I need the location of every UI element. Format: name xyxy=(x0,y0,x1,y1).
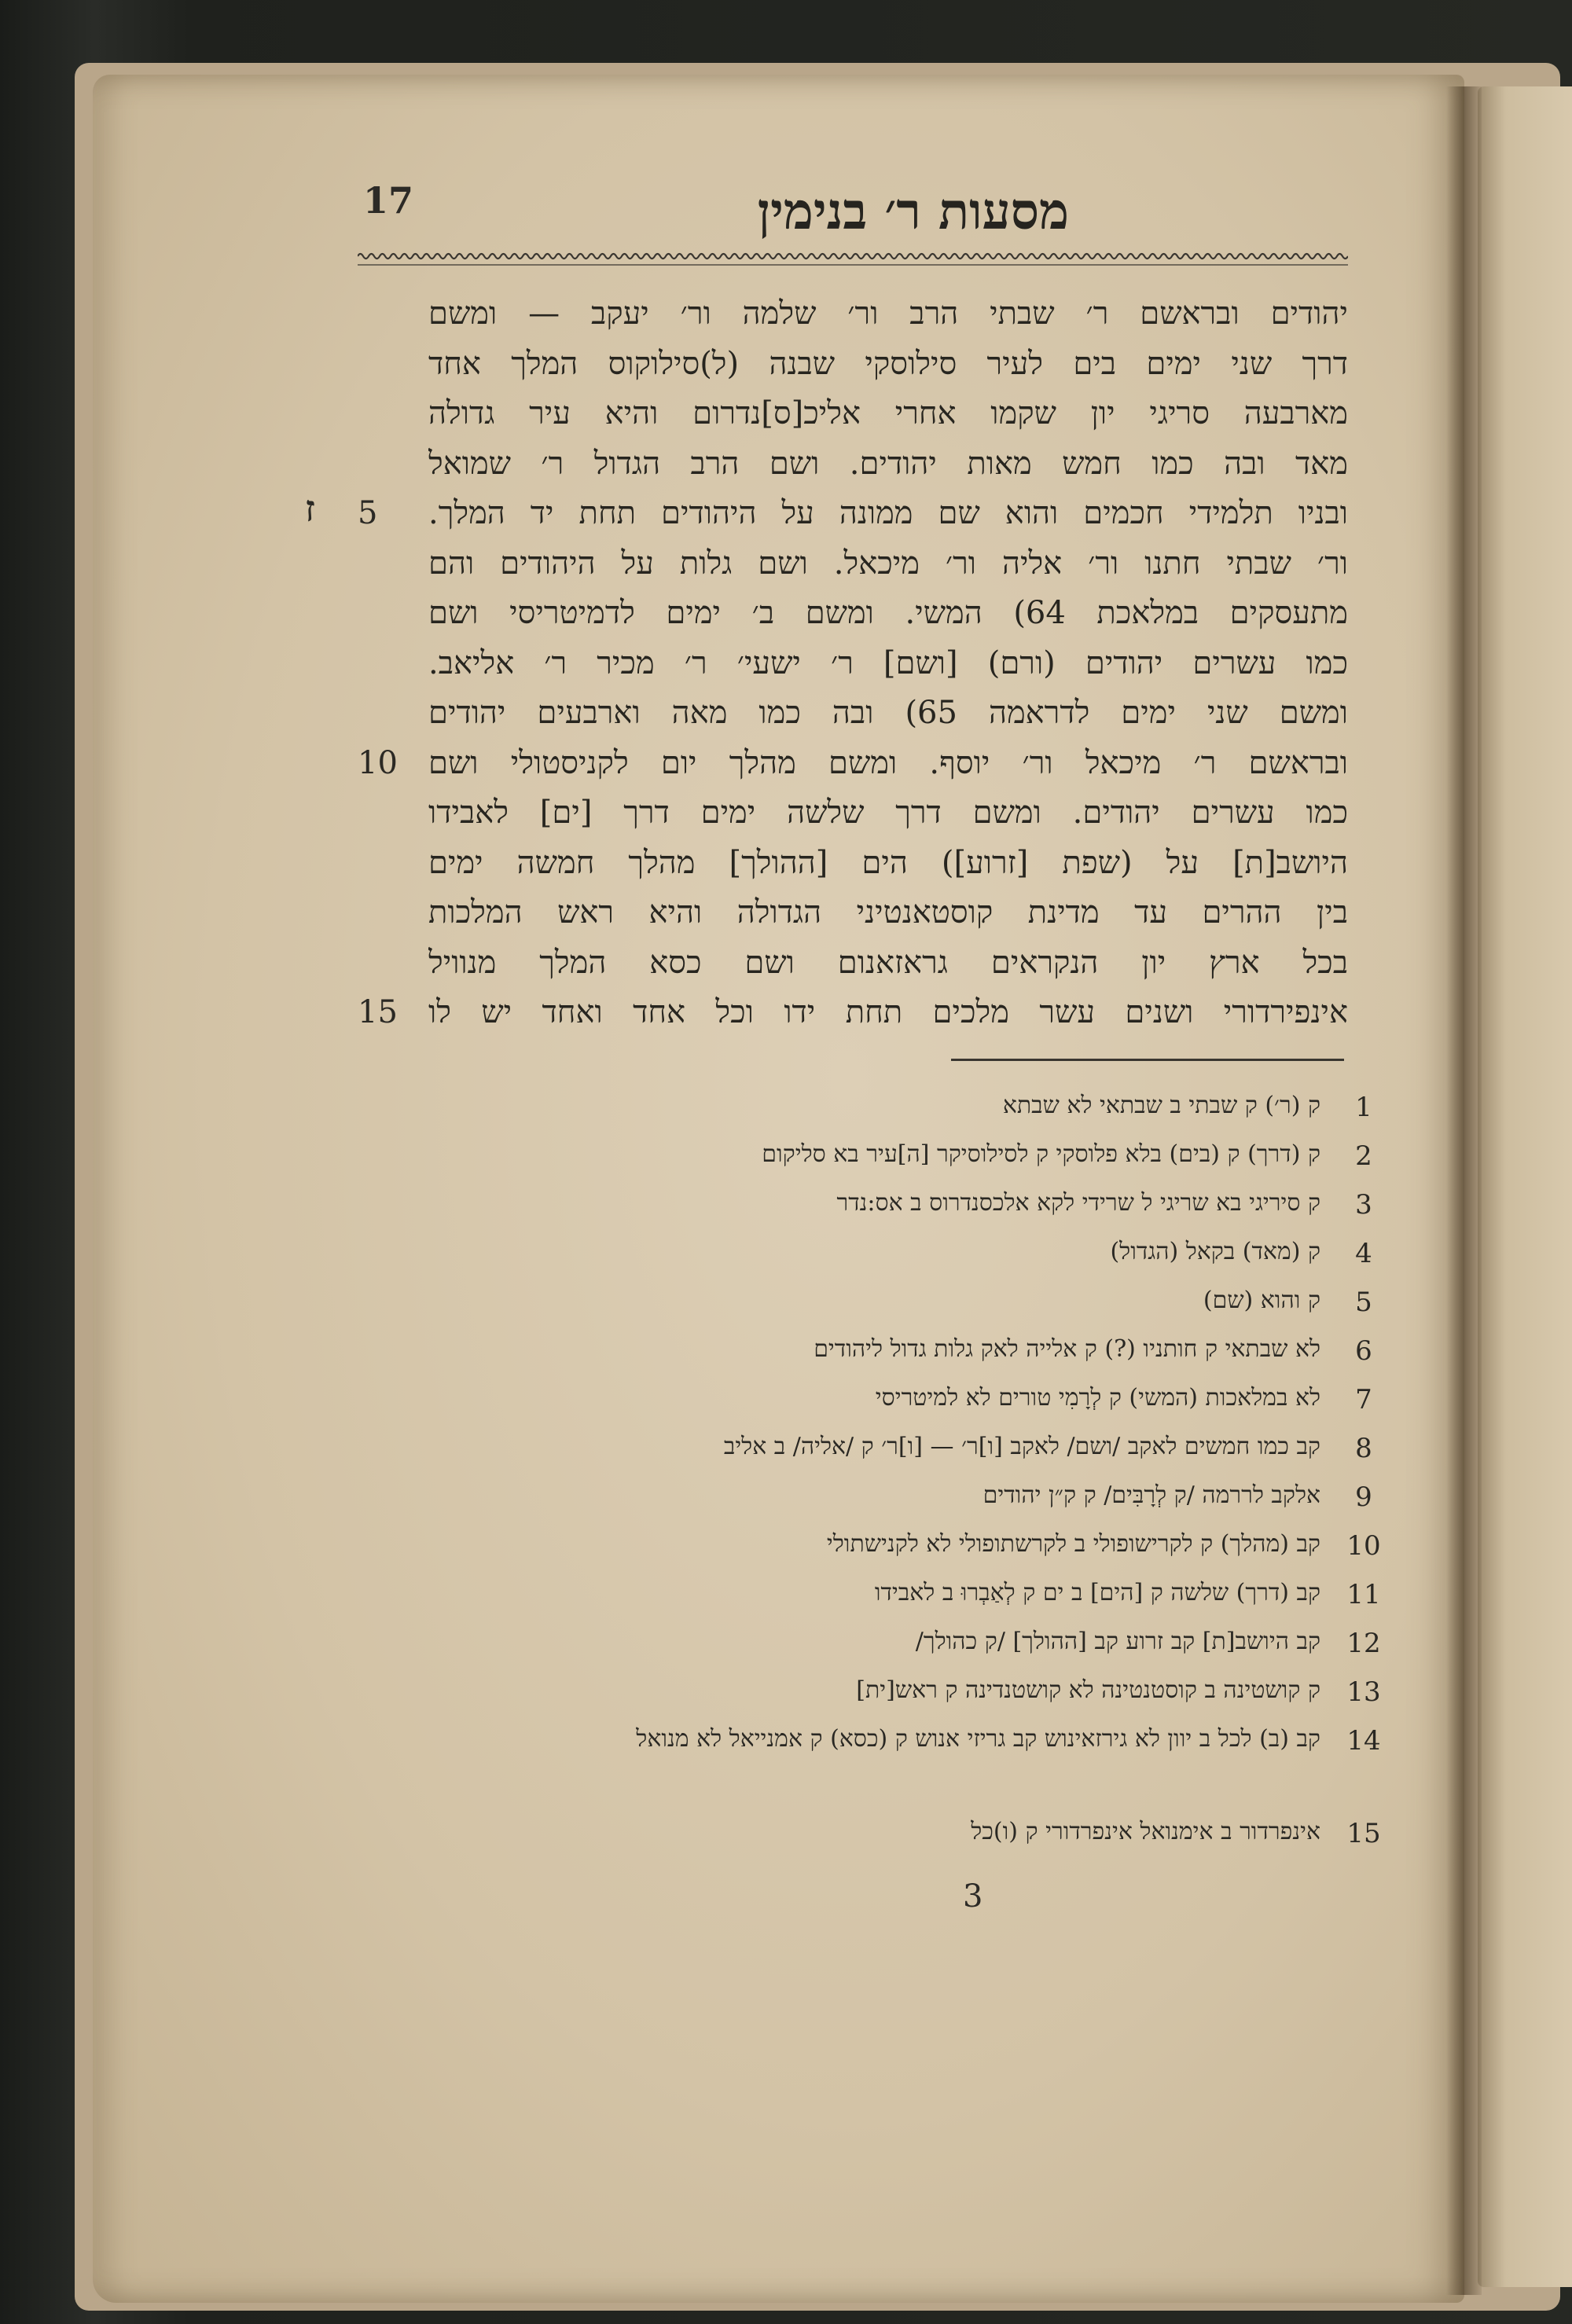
apparatus-line-number: 7 xyxy=(1355,1384,1372,1415)
page-number: 17 xyxy=(363,179,414,222)
critical-apparatus xyxy=(338,1083,1395,1858)
line-number: 15 xyxy=(358,994,398,1030)
text-line: כמו עשרים יהודים. ומשם דרך שלשה ימים דרך [ים] לאבידו xyxy=(428,795,1348,831)
text-line: יהודים ובראשם ר׳ שבתי הרב ור׳ שלמה ור׳ יעקב — ומשם xyxy=(428,296,1348,332)
ornamental-wavy-rule xyxy=(358,250,1348,269)
apparatus-variant-text: ק (מאד) בקאל (הגדול) xyxy=(1110,1238,1320,1265)
footnote-separator-rule xyxy=(951,1059,1344,1061)
apparatus-entry xyxy=(338,1809,1395,1858)
apparatus-entry xyxy=(338,1229,1395,1278)
apparatus-entry xyxy=(338,1522,1395,1570)
apparatus-entry xyxy=(338,1716,1395,1809)
apparatus-variant-text: קב (ב) לכל ב יוון לא גירזאינוש קב גריזי אנוש ק (כסא) ק אמנייאל לא מנואל xyxy=(636,1725,1320,1753)
text-line: ובניו תלמידי חכמים והוא שם ממונה על היהודים תחת יד המלך. xyxy=(428,495,1348,531)
text-line: בכל ארץ יון הנקראים גראזאנום ושם כסא המלך מנוויל xyxy=(428,944,1348,981)
apparatus-entry xyxy=(338,1180,1395,1229)
apparatus-line-number: 3 xyxy=(1355,1189,1372,1221)
text-line: מתעסקים במלאכת 64) המשי. ומשם ב׳ ימים לדמיטריסי ושם xyxy=(428,595,1348,631)
apparatus-line-number: 9 xyxy=(1355,1481,1372,1513)
apparatus-variant-text: אינפרדור ב אימנואל אינפרדורי ק (ו)כל xyxy=(971,1818,1320,1845)
margin-chapter-mark: ז xyxy=(305,487,315,530)
printer-signature-mark: 3 xyxy=(963,1878,983,1915)
apparatus-variant-text: אלקב לררמה /ק לְרָבִּים/ ק ק״ן יהודים xyxy=(982,1481,1320,1509)
apparatus-entry xyxy=(338,1132,1395,1180)
apparatus-variant-text: ק והוא (שם) xyxy=(1203,1287,1320,1314)
apparatus-entry xyxy=(338,1570,1395,1619)
apparatus-variant-text: ק סיריגי בא שריגי ל שרידי לקא אלכסנדרוס ב אס:נדר xyxy=(836,1189,1320,1217)
apparatus-entry xyxy=(338,1619,1395,1668)
running-head-title: מסעות ר׳ בנימין xyxy=(757,182,1069,241)
page-gutter xyxy=(1446,86,1482,2295)
apparatus-line-number: 8 xyxy=(1355,1433,1372,1464)
apparatus-line-number: 2 xyxy=(1355,1140,1372,1172)
apparatus-variant-text: ק (ר׳) ק שבתי ב שבתאי לא שבתא xyxy=(1002,1092,1320,1119)
apparatus-entry xyxy=(338,1375,1395,1424)
apparatus-line-number: 6 xyxy=(1355,1335,1372,1367)
text-line: בין ההרים עד מדינת קוסטאנטיני הגדולה והיא ראש המלכות xyxy=(428,894,1348,931)
main-text-block xyxy=(428,289,1348,1038)
apparatus-line-number: 4 xyxy=(1355,1238,1372,1269)
text-line: דרך שני ימים בים לעיר סילוסקי שבנה (ל)סילוקוס המלך אחד xyxy=(428,345,1348,382)
apparatus-line-number: 14 xyxy=(1346,1725,1381,1757)
text-line: כמו עשרים יהודים (ורם) [ושם] ר׳ ישעי׳ ר׳ מכיר ר׳ אליאב. xyxy=(428,644,1348,681)
apparatus-entry xyxy=(338,1327,1395,1375)
text-line: אינפירדורי ושנים עשר מלכים תחת ידו וכל אחד ואחד יש לו xyxy=(428,994,1348,1030)
apparatus-line-number: 15 xyxy=(1346,1818,1381,1849)
facing-page-edge xyxy=(1478,86,1572,2287)
line-number: 5 xyxy=(358,495,378,531)
apparatus-entry xyxy=(338,1083,1395,1132)
apparatus-line-number: 10 xyxy=(1346,1530,1381,1562)
apparatus-variant-text: ק קושטינה ב קוסטנטינה לא קושטנדינה ק ראש[ית] xyxy=(856,1676,1320,1704)
apparatus-variant-text: קב (דרך) שלשה ק [הים] ב ים ק לְאַבְרוּ ב לאבידו xyxy=(874,1579,1320,1606)
apparatus-entry xyxy=(338,1424,1395,1473)
text-line: ובראשם ר׳ מיכאל ור׳ יוסף. ומשם מהלך יום לקניסטולי ושם xyxy=(428,744,1348,781)
apparatus-line-number: 1 xyxy=(1355,1092,1372,1123)
text-line: מארבעה סריגי יון שקמו אחרי אליכ[ס]נדרום והיא עיר גדולה xyxy=(428,395,1348,431)
apparatus-variant-text: לא שבתאי ק חותניו (?) ק אלייה לאק גלות גדול ליהודים xyxy=(814,1335,1320,1363)
text-line: ור׳ שבתי חתנו ור׳ אליה ור׳ מיכאל. ושם גלות על היהודים והם xyxy=(428,545,1348,582)
apparatus-line-number: 5 xyxy=(1355,1287,1372,1318)
apparatus-variant-text: קב כמו חמשים לאקב /ושם/ לאקב [ו]ר׳ — [ו]ר׳ ק /אליה/ ב אליב xyxy=(723,1433,1320,1460)
apparatus-variant-text: קב היושב[ת] קב זרוע קב [ההולך] /ק כהולך/ xyxy=(915,1628,1320,1655)
apparatus-variant-text: ק (דרך) ק (בים) בלא פלוסקי ק לסילוסיקר [ה]עיר בא סליקום xyxy=(762,1140,1320,1168)
text-line: ומשם שני ימים לדראמה 65) ובה כמו מאה וארבעים יהודים xyxy=(428,695,1348,731)
text-line: מאד ובה כמו חמש מאות יהודים. ושם הרב הגדול ר׳ שמואל xyxy=(428,445,1348,482)
text-line: היושב[ת] על (שפת [זרוע]) הים [ההולך] מהלך חמשה ימים xyxy=(428,844,1348,881)
apparatus-entry xyxy=(338,1473,1395,1522)
apparatus-variant-text: קב (מהלך) ק לקרישופולי ב לקרשתופולי לא לקנישתולי xyxy=(826,1530,1320,1558)
apparatus-line-number: 12 xyxy=(1346,1628,1381,1659)
apparatus-line-number: 11 xyxy=(1346,1579,1381,1610)
apparatus-line-number: 13 xyxy=(1346,1676,1381,1708)
apparatus-entry xyxy=(338,1668,1395,1716)
line-number: 10 xyxy=(358,744,398,781)
apparatus-variant-text: לא במלאכות (המשי) ק לְרָמִי טורים לא למיטריסי xyxy=(875,1384,1320,1412)
apparatus-entry xyxy=(338,1278,1395,1327)
